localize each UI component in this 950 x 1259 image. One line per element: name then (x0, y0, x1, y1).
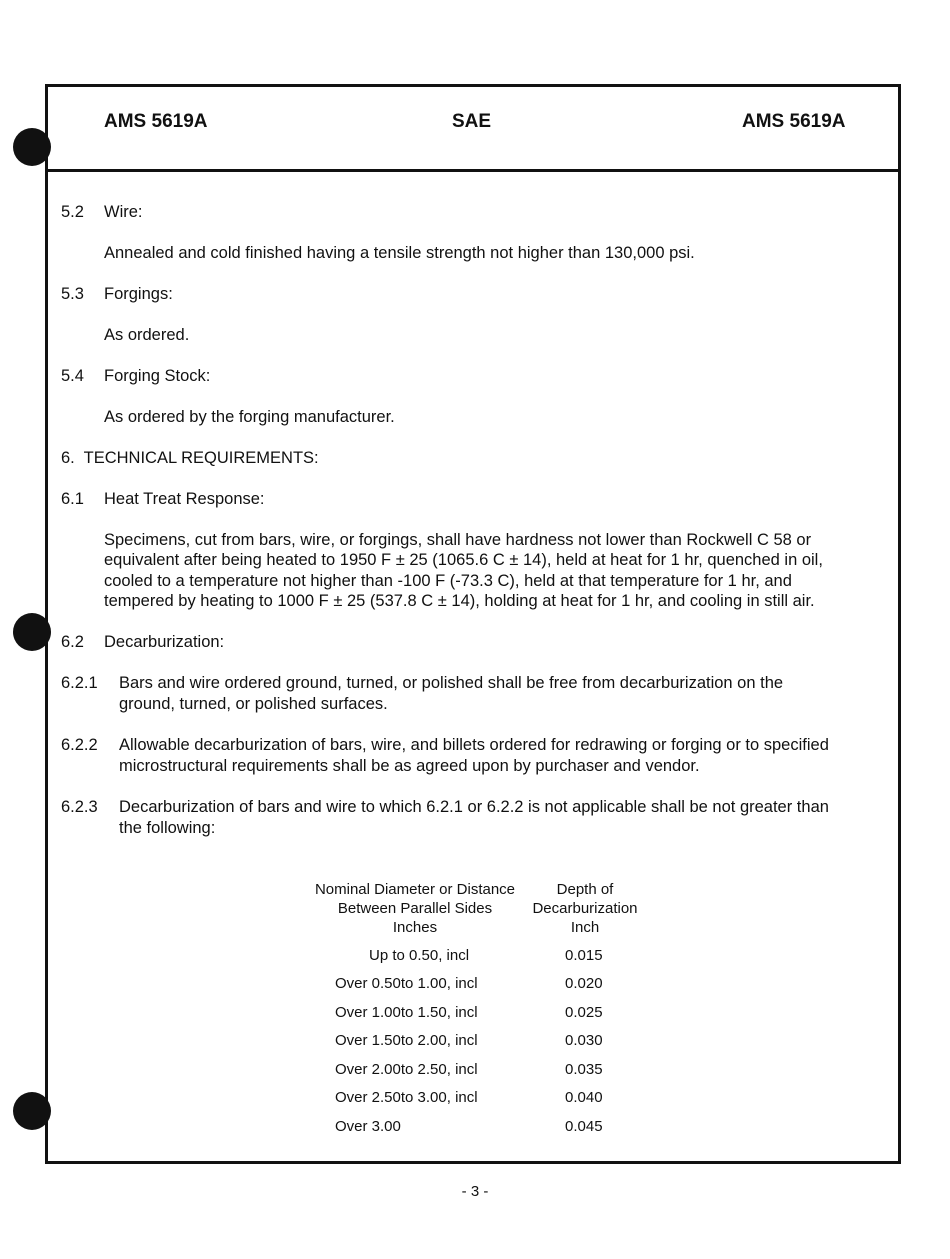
table-row-7-size: Over 3.00 (335, 1118, 401, 1135)
section-5-3-body: As ordered. (104, 326, 190, 344)
section-5-2-number: 5.2 (61, 203, 84, 221)
section-6-2-2-number: 6.2.2 (61, 736, 98, 754)
table-row-4-size: Over 1.50to 2.00, incl (335, 1032, 478, 1049)
table-col1-header-line-1: Nominal Diameter or Distance (314, 881, 516, 898)
section-6-2-1-line-1: Bars and wire ordered ground, turned, or polished shall be free from decarburization on the (119, 674, 784, 692)
section-5-4-number: 5.4 (61, 367, 84, 385)
section-5-2-title: Wire: (104, 203, 143, 221)
section-5-4-body: As ordered by the forging manufacturer. (104, 408, 395, 426)
section-6-2-3-line-1: Decarburization of bars and wire to which 6.2.1 or 6.2.2 is not applicable shall be not greater than (119, 798, 829, 816)
table-row-6-depth: 0.040 (565, 1089, 603, 1106)
section-6-2-2-line-1: Allowable decarburization of bars, wire, and billets ordered for redrawing or forging or to specified (119, 736, 829, 754)
table-col2-header-line-1: Depth of (556, 881, 614, 898)
section-5-4-title: Forging Stock: (104, 367, 211, 385)
table-row-3-size: Over 1.00to 1.50, incl (335, 1004, 478, 1021)
section-6-heading: 6. TECHNICAL REQUIREMENTS: (61, 449, 319, 467)
table-col1-header-line-2: Between Parallel Sides (337, 900, 493, 917)
section-6-2-3-number: 6.2.3 (61, 798, 98, 816)
section-6-2-2-line-2: microstructural requirements shall be as agreed upon by purchaser and vendor. (119, 757, 700, 775)
table-row-7-depth: 0.045 (565, 1118, 603, 1135)
section-6-2-1-line-2: ground, turned, or polished surfaces. (119, 695, 388, 713)
header-doc-id-left: AMS 5619A (104, 111, 208, 132)
table-col2-header (520, 880, 650, 937)
page-number: - 3 - (461, 1183, 489, 1200)
header-org: SAE (452, 111, 492, 132)
table-row-1-size: Up to 0.50, incl (369, 947, 470, 964)
section-6-1-number: 6.1 (61, 490, 84, 508)
table-col2-header-line-2: Decarburization (532, 900, 638, 917)
table-row-5-size: Over 2.00to 2.50, incl (335, 1061, 478, 1078)
section-6-2-3-line-2: the following: (119, 819, 216, 837)
section-5-2-body: Annealed and cold finished having a tensile strength not higher than 130,000 psi. (104, 244, 695, 262)
section-6-2-number: 6.2 (61, 633, 84, 651)
table-row-3-depth: 0.025 (565, 1004, 603, 1021)
header-doc-id-right: AMS 5619A (742, 111, 846, 132)
table-col1-header-line-3: Inches (392, 919, 438, 936)
table-row-4-depth: 0.030 (565, 1032, 603, 1049)
section-6-1-line-3: cooled to a temperature not higher than -100 F (-73.3 C), held at that temperature for 1 hr, and (104, 572, 792, 590)
section-5-3-number: 5.3 (61, 285, 84, 303)
section-6-1-title: Heat Treat Response: (104, 490, 265, 508)
table-row-1-depth: 0.015 (565, 947, 603, 964)
table-col2-header-line-3: Inch (570, 919, 600, 936)
table-row-5-depth: 0.035 (565, 1061, 603, 1078)
section-5-3-title: Forgings: (104, 285, 173, 303)
table-col1-header (300, 880, 530, 937)
table-row-2-size: Over 0.50to 1.00, incl (335, 975, 478, 992)
section-6-1-line-1: Specimens, cut from bars, wire, or forgings, shall have hardness not lower than Rockwell C 58 or (104, 531, 812, 549)
section-6-1-line-2: equivalent after being heated to 1950 F ± 25 (1065.6 C ± 14), held at heat for 1 hr, quenched in oil, (104, 551, 823, 569)
section-6-2-1-number: 6.2.1 (61, 674, 98, 692)
header-divider (45, 169, 901, 172)
section-6-1-line-4: tempered by heating to 1000 F ± 25 (537.8 C ± 14), holding at heat for 1 hr, and cooling in still air. (104, 592, 815, 610)
section-6-2-title: Decarburization: (104, 633, 225, 651)
table-row-2-depth: 0.020 (565, 975, 603, 992)
table-row-6-size: Over 2.50to 3.00, incl (335, 1089, 478, 1106)
